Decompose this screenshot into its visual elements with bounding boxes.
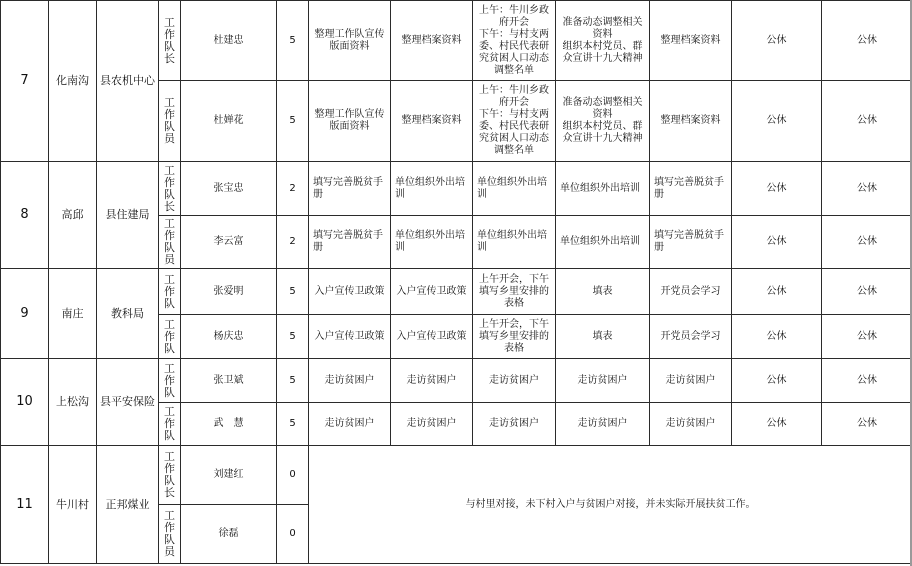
day-4-task: 单位组织外出培训: [556, 162, 650, 216]
member-name: 杜婵花: [181, 81, 277, 162]
member-name: 张卫斌: [181, 359, 277, 403]
table-row: [1, 446, 912, 505]
unit-name: 正邦煤业: [97, 446, 159, 564]
day-7-task: 公休: [822, 81, 912, 162]
row-number: 8: [1, 162, 49, 269]
day-3-task: 上午：牛川乡政府开会 下午：与村支两委、村民代表研究贫困人口动态调整名单: [473, 81, 556, 162]
day-2-task: 整理档案资料: [391, 81, 473, 162]
member-role: 工作队员: [159, 216, 181, 269]
day-1-task: 整理工作队宣传版面资料: [309, 81, 391, 162]
day-6-task: 公休: [732, 1, 822, 81]
table-row: [1, 1, 912, 81]
member-role: 工作队长: [159, 162, 181, 216]
day-3-task: 上午：牛川乡政府开会 下午：与村支两委、村民代表研究贫困人口动态调整名单: [473, 1, 556, 81]
day-1-task: 走访贫困户: [309, 403, 391, 446]
day-3-task: 上午开会，下午填写乡里安排的表格: [473, 269, 556, 315]
day-5-task: 填写完善脱贫手册: [650, 216, 732, 269]
day-6-task: 公休: [732, 81, 822, 162]
member-name: 李云富: [181, 216, 277, 269]
days-count: 0: [277, 505, 309, 564]
day-3-task: 走访贫困户: [473, 403, 556, 446]
member-role: 工作队员: [159, 81, 181, 162]
member-role: 工作队: [159, 403, 181, 446]
village-name: 高邱: [49, 162, 97, 269]
day-2-task: 入户宣传卫政策: [391, 315, 473, 359]
row-number: 9: [1, 269, 49, 359]
table-row: [1, 269, 912, 315]
day-5-task: 开党员会学习: [650, 269, 732, 315]
day-4-task: 准备动态调整相关资料 组织本村党员、群众宣讲十九大精神: [556, 81, 650, 162]
day-4-task: 填表: [556, 269, 650, 315]
row-number: 7: [1, 1, 49, 162]
day-6-task: 公休: [732, 269, 822, 315]
remark-cell: 与村里对接，未下村入户与贫困户对接，并未实际开展扶贫工作。: [309, 446, 912, 564]
day-4-task: 填表: [556, 315, 650, 359]
day-6-task: 公休: [732, 359, 822, 403]
days-count: 0: [277, 446, 309, 505]
days-count: 5: [277, 81, 309, 162]
day-6-task: 公休: [732, 315, 822, 359]
unit-name: 教科局: [97, 269, 159, 359]
row-number: 10: [1, 359, 49, 446]
day-5-task: 填写完善脱贫手册: [650, 162, 732, 216]
day-5-task: 整理档案资料: [650, 81, 732, 162]
day-4-task: 走访贫困户: [556, 403, 650, 446]
member-role: 工作队长: [159, 1, 181, 81]
village-name: 牛川村: [49, 446, 97, 564]
member-name: 徐磊: [181, 505, 277, 564]
day-1-task: 入户宣传卫政策: [309, 269, 391, 315]
days-count: 5: [277, 1, 309, 81]
unit-name: 县农机中心: [97, 1, 159, 162]
day-4-task: 准备动态调整相关资料 组织本村党员、群众宣讲十九大精神: [556, 1, 650, 81]
day-7-task: 公休: [822, 315, 912, 359]
day-1-task: 入户宣传卫政策: [309, 315, 391, 359]
unit-name: 县平安保险: [97, 359, 159, 446]
days-count: 2: [277, 216, 309, 269]
member-role: 工作队: [159, 269, 181, 315]
member-name: 杜建忠: [181, 1, 277, 81]
days-count: 5: [277, 359, 309, 403]
day-7-task: 公休: [822, 359, 912, 403]
day-2-task: 入户宣传卫政策: [391, 269, 473, 315]
day-5-task: 开党员会学习: [650, 315, 732, 359]
day-5-task: 整理档案资料: [650, 1, 732, 81]
day-3-task: 单位组织外出培训: [473, 162, 556, 216]
day-1-task: 填写完善脱贫手册: [309, 216, 391, 269]
day-5-task: 走访贫困户: [650, 359, 732, 403]
day-4-task: 走访贫困户: [556, 359, 650, 403]
day-6-task: 公休: [732, 403, 822, 446]
member-role: 工作队: [159, 315, 181, 359]
day-2-task: 整理档案资料: [391, 1, 473, 81]
village-name: 上松沟: [49, 359, 97, 446]
day-1-task: 整理工作队宣传版面资料: [309, 1, 391, 81]
day-3-task: 上午开会，下午填写乡里安排的表格: [473, 315, 556, 359]
day-7-task: 公休: [822, 269, 912, 315]
days-count: 2: [277, 162, 309, 216]
member-name: 张爱明: [181, 269, 277, 315]
member-role: 工作队长: [159, 446, 181, 505]
days-count: 5: [277, 315, 309, 359]
table-row: [1, 162, 912, 216]
day-3-task: 单位组织外出培训: [473, 216, 556, 269]
village-name: 化南沟: [49, 1, 97, 162]
day-3-task: 走访贫困户: [473, 359, 556, 403]
member-role: 工作队员: [159, 505, 181, 564]
member-role: 工作队: [159, 359, 181, 403]
day-5-task: 走访贫困户: [650, 403, 732, 446]
day-6-task: 公休: [732, 216, 822, 269]
day-7-task: 公休: [822, 162, 912, 216]
member-name: 刘建红: [181, 446, 277, 505]
day-2-task: 单位组织外出培训: [391, 216, 473, 269]
days-count: 5: [277, 269, 309, 315]
day-7-task: 公休: [822, 216, 912, 269]
village-name: 南庄: [49, 269, 97, 359]
row-number: 11: [1, 446, 49, 564]
member-name: 武 慧: [181, 403, 277, 446]
day-1-task: 走访贫困户: [309, 359, 391, 403]
day-1-task: 填写完善脱贫手册: [309, 162, 391, 216]
day-7-task: 公休: [822, 1, 912, 81]
day-2-task: 走访贫困户: [391, 359, 473, 403]
day-2-task: 走访贫困户: [391, 403, 473, 446]
day-4-task: 单位组织外出培训: [556, 216, 650, 269]
days-count: 5: [277, 403, 309, 446]
day-2-task: 单位组织外出培训: [391, 162, 473, 216]
member-name: 张宝忠: [181, 162, 277, 216]
unit-name: 县住建局: [97, 162, 159, 269]
table-row: [1, 359, 912, 403]
day-6-task: 公休: [732, 162, 822, 216]
member-name: 杨庆忠: [181, 315, 277, 359]
day-7-task: 公休: [822, 403, 912, 446]
